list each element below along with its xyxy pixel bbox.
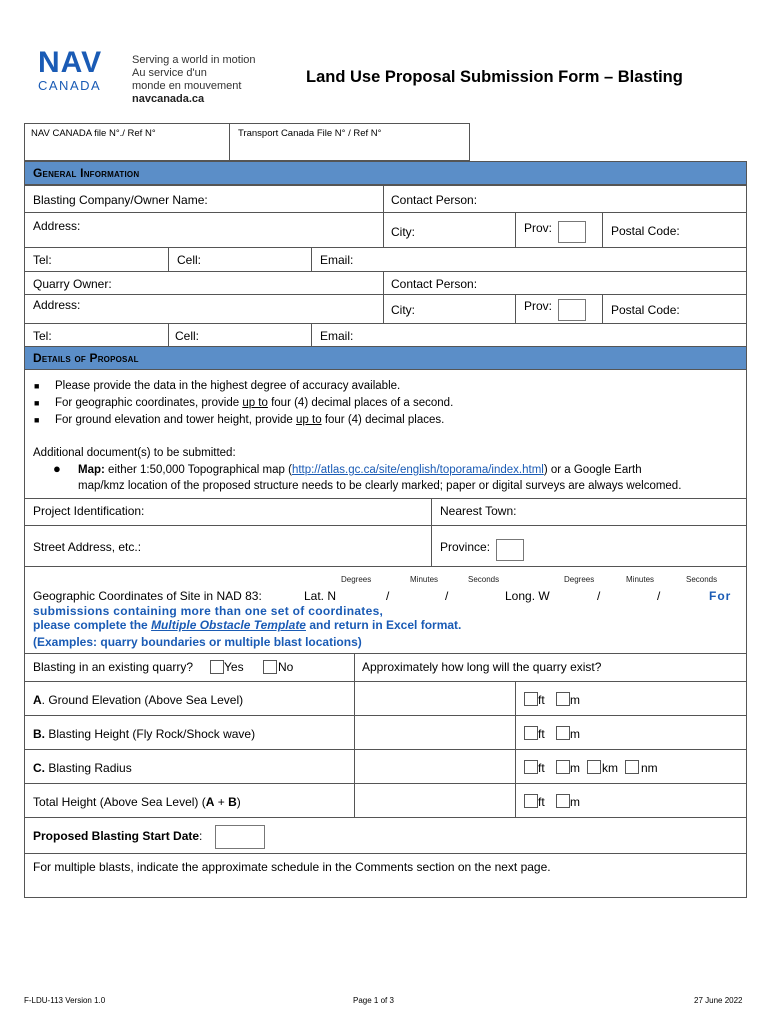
details-of-proposal-header	[24, 346, 747, 370]
long-minutes-label: Minutes	[626, 575, 655, 584]
revision-date: 27 June 2022	[694, 996, 743, 1005]
city2-field[interactable]	[383, 294, 516, 324]
start-date-label-text: Proposed Blasting Start Date	[33, 829, 200, 843]
contact-person-field[interactable]	[383, 185, 747, 213]
blasting-height-label	[33, 727, 255, 741]
coordinates-label: Geographic Coordinates of Site in NAD 83:	[33, 589, 262, 603]
long-slash-1: /	[597, 589, 601, 603]
instruction-3-text-b: four (4) decimal places.	[324, 414, 445, 426]
email2-field[interactable]	[311, 323, 747, 347]
blasting-radius-label-cell	[24, 749, 355, 784]
total-height-units	[515, 783, 747, 818]
prov2-label: Prov:	[524, 299, 553, 313]
logo-website: navcanada.ca	[132, 93, 205, 105]
c-nm-label: nm	[641, 761, 658, 775]
cell-label: Cell:	[177, 253, 202, 267]
instruction-1: Please provide the data in the highest degree of accuracy available.	[55, 380, 401, 392]
logo-canada: CANADA	[38, 78, 102, 93]
total-plus: +	[214, 795, 229, 809]
total-b-letter: B	[228, 795, 237, 809]
logo-tagline-fr1: Au service d'un	[132, 67, 207, 79]
details-instructions	[24, 369, 747, 499]
coordinates-section	[24, 566, 747, 654]
general-information-header	[24, 161, 747, 185]
prov-cell	[515, 212, 603, 248]
b-letter: B.	[33, 727, 45, 741]
multiple-note-text-a: please complete the	[33, 618, 148, 632]
start-date-input[interactable]	[215, 825, 265, 849]
start-date-label	[33, 829, 202, 843]
total-m-checkbox[interactable]	[556, 794, 570, 808]
prov-input[interactable]	[558, 221, 586, 243]
instruction-3-text-a: For ground elevation and tower height, provide	[55, 414, 293, 426]
b-text: Blasting Height (Fly Rock/Shock wave)	[48, 727, 256, 741]
address2-field[interactable]	[24, 294, 384, 324]
total-a-letter: A	[205, 795, 215, 809]
province-cell	[431, 525, 747, 567]
logo-tagline-fr2: monde en mouvement	[132, 80, 242, 92]
total-ft-label: ft	[538, 795, 545, 809]
multiple-note-text-b: and return in Excel format.	[309, 618, 462, 632]
multiple-note-line3: (Examples: quarry boundaries or multiple blast locations)	[33, 635, 362, 649]
a-ft-checkbox[interactable]	[524, 692, 538, 706]
contact-person2-field[interactable]	[383, 271, 747, 295]
bullet-icon: ■	[34, 381, 40, 391]
cell2-field[interactable]	[168, 323, 312, 347]
blasting-radius-label	[33, 761, 132, 775]
map-label: Map:	[78, 464, 105, 476]
nav-file-ref-field[interactable]	[24, 123, 230, 161]
city2-label: City:	[391, 303, 415, 317]
a-m-label: m	[570, 693, 580, 707]
city-label: City:	[391, 225, 415, 239]
email-field[interactable]	[311, 247, 747, 272]
no-label: No	[278, 660, 294, 674]
company-name-field[interactable]	[24, 185, 384, 213]
nearest-town-label: Nearest Town:	[440, 504, 517, 518]
multiple-note-line2	[33, 618, 461, 632]
start-date-colon: :	[199, 829, 203, 843]
total-text-a: Total Height (Above Sea Level) (	[33, 795, 206, 809]
postal-code-field[interactable]	[602, 212, 747, 248]
lat-degrees-label: Degrees	[341, 575, 372, 584]
b-ft-label: ft	[538, 727, 545, 741]
map-requirement-cont: map/kmz location of the proposed structure needs to be clearly marked; paper or digital surveys are always welcomed.	[78, 480, 682, 492]
company-name-label: Blasting Company/Owner Name:	[33, 193, 208, 207]
nav-canada-logo	[36, 46, 116, 100]
total-height-input[interactable]	[354, 783, 516, 818]
prov2-cell	[515, 294, 603, 324]
lat-seconds-label: Seconds	[468, 575, 500, 584]
a-m-checkbox[interactable]	[556, 692, 570, 706]
c-ft-label: ft	[538, 761, 545, 775]
c-ft-checkbox[interactable]	[524, 760, 538, 774]
a-ft-label: ft	[538, 693, 545, 707]
postal-code2-field[interactable]	[602, 294, 747, 324]
multiple-obstacle-template-link[interactable]: Multiple Obstacle Template	[151, 618, 306, 632]
tc-file-ref-field[interactable]	[229, 123, 470, 161]
multiple-note-line1: submissions containing more than one set of coordinates,	[33, 604, 384, 618]
lat-minutes-label: Minutes	[410, 575, 439, 584]
c-m-label: m	[570, 761, 580, 775]
existing-quarry-label: Blasting in an existing quarry?	[33, 660, 194, 674]
c-km-label: km	[602, 761, 618, 775]
map-text-b: ) or a Google Earth	[543, 464, 642, 476]
ground-elevation-input[interactable]	[354, 681, 516, 716]
tel2-field[interactable]	[24, 323, 169, 347]
total-height-label	[33, 795, 241, 809]
lat-slash-1: /	[386, 589, 390, 603]
blasting-radius-input[interactable]	[354, 749, 516, 784]
bullet-icon: ■	[34, 415, 40, 425]
contact-person-label: Contact Person:	[391, 193, 478, 207]
long-degrees-label: Degrees	[564, 575, 595, 584]
general-information-title: General Information	[33, 166, 140, 180]
map-text-a: either 1:50,000 Topographical map (	[108, 464, 292, 476]
total-ft-checkbox[interactable]	[524, 794, 538, 808]
total-height-label-cell	[24, 783, 355, 818]
b-m-checkbox[interactable]	[556, 726, 570, 740]
prov-label: Prov:	[524, 221, 553, 235]
c-km-checkbox[interactable]	[587, 760, 601, 774]
street-address-label: Street Address, etc.:	[33, 540, 142, 554]
additional-docs-label: Additional document(s) to be submitted:	[33, 447, 236, 459]
long-slash-2: /	[657, 589, 661, 603]
nav-file-ref-label: NAV CANADA file N°./ Ref N°	[31, 128, 156, 139]
tc-file-ref-label: Transport Canada File N° / Ref N°	[238, 128, 382, 139]
lat-slash-2: /	[445, 589, 449, 603]
yes-checkbox[interactable]	[210, 660, 224, 674]
cell2-label: Cell:	[175, 329, 200, 343]
toporama-link[interactable]: http://atlas.gc.ca/site/english/toporama/index.html	[291, 464, 544, 476]
email2-label: Email:	[320, 329, 354, 343]
logo-nav: NAV	[38, 46, 103, 79]
blasting-height-label-cell	[24, 715, 355, 750]
existing-quarry-cell	[24, 653, 355, 682]
multiple-note-for: For	[709, 589, 732, 603]
bullet-icon: ■	[34, 398, 40, 408]
blasting-radius-units	[515, 749, 747, 784]
quarry-duration-label: Approximately how long will the quarry exist?	[362, 660, 602, 674]
instruction-2-underline: up to	[242, 397, 268, 409]
email-label: Email:	[320, 253, 354, 267]
page-title: Land Use Proposal Submission Form – Blasting	[306, 68, 683, 86]
project-identification-label: Project Identification:	[33, 504, 145, 518]
total-text-b: )	[236, 795, 241, 809]
yes-label: Yes	[224, 660, 244, 674]
map-requirement	[78, 464, 642, 476]
address-field[interactable]	[24, 212, 384, 248]
province-label: Province:	[440, 540, 491, 554]
prov2-input[interactable]	[558, 299, 586, 321]
project-identification-field[interactable]	[24, 498, 432, 526]
instruction-3-underline: up to	[296, 414, 322, 426]
details-of-proposal-title: Details of Proposal	[33, 351, 139, 365]
no-checkbox[interactable]	[263, 660, 277, 674]
ground-elevation-label-cell	[24, 681, 355, 716]
c-m-checkbox[interactable]	[556, 760, 570, 774]
nearest-town-field[interactable]	[431, 498, 747, 526]
quarry-owner-field[interactable]	[24, 271, 384, 295]
postal-code2-label: Postal Code:	[611, 303, 680, 317]
tel-field[interactable]	[24, 247, 169, 272]
lat-label: Lat. N	[304, 589, 337, 603]
address-label: Address:	[33, 219, 81, 233]
city-field[interactable]	[383, 212, 516, 248]
b-m-label: m	[570, 727, 580, 741]
a-letter: A	[33, 693, 42, 707]
total-m-label: m	[570, 795, 580, 809]
c-nm-checkbox[interactable]	[625, 760, 639, 774]
instruction-2	[55, 397, 453, 409]
multiple-blasts-note-cell	[24, 853, 747, 898]
multiple-blasts-note: For multiple blasts, indicate the approximate schedule in the Comments section on the next page.	[33, 860, 551, 874]
blasting-height-input[interactable]	[354, 715, 516, 750]
quarry-owner-label: Quarry Owner:	[33, 277, 112, 291]
province-input[interactable]	[496, 539, 524, 561]
blasting-height-units	[515, 715, 747, 750]
quarry-duration-field[interactable]	[354, 653, 747, 682]
a-text: . Ground Elevation (Above Sea Level)	[41, 693, 244, 707]
ground-elevation-units	[515, 681, 747, 716]
bullet-dot-icon: ●	[53, 461, 61, 476]
tel-label: Tel:	[33, 253, 52, 267]
instruction-2-text-b: four (4) decimal places of a second.	[271, 397, 454, 409]
form-id: F-LDU-113 Version 1.0	[24, 996, 106, 1005]
start-date-cell	[24, 817, 747, 854]
street-address-field[interactable]	[24, 525, 432, 567]
long-seconds-label: Seconds	[686, 575, 718, 584]
long-label: Long. W	[505, 589, 550, 603]
instruction-2-text-a: For geographic coordinates, provide	[55, 397, 240, 409]
cell-field[interactable]	[168, 247, 312, 272]
c-letter: C.	[33, 761, 45, 775]
logo-tagline-en: Serving a world in motion	[132, 54, 256, 66]
tel2-label: Tel:	[33, 329, 52, 343]
postal-code-label: Postal Code:	[611, 224, 680, 238]
page-number: Page 1 of 3	[353, 996, 394, 1005]
address2-label: Address:	[33, 298, 81, 312]
ground-elevation-label	[33, 693, 243, 707]
c-text: Blasting Radius	[48, 761, 132, 775]
contact-person2-label: Contact Person:	[391, 277, 478, 291]
instruction-3	[55, 414, 444, 426]
b-ft-checkbox[interactable]	[524, 726, 538, 740]
